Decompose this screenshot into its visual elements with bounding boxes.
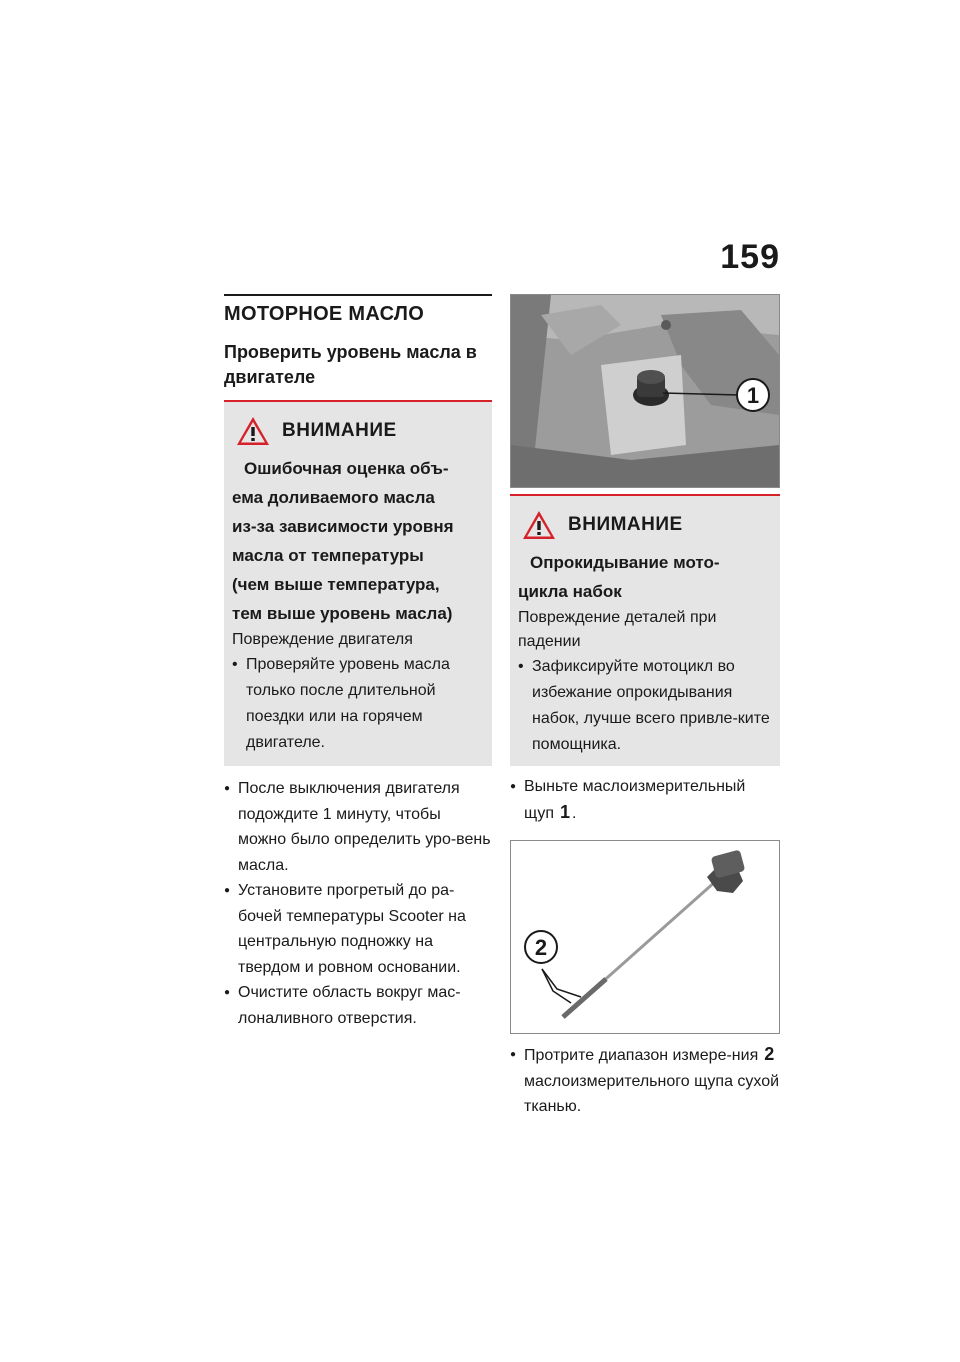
- warning-title-line: ема доливаемого масла: [232, 488, 435, 507]
- warning-consequence: Повреждение деталей при падении: [518, 609, 717, 650]
- page-number: 159: [720, 238, 780, 276]
- warning-title: [518, 548, 770, 606]
- warning-triangle-icon: [236, 416, 270, 446]
- warning-measures: [232, 652, 482, 756]
- right-column: [510, 294, 780, 1120]
- step-item: [510, 1042, 780, 1120]
- steps-list: [224, 776, 492, 1031]
- step-ref: 1: [560, 801, 571, 822]
- warning-label: ВНИМАНИЕ: [282, 420, 397, 441]
- warning-measures: [518, 654, 770, 758]
- warning-box-engine: [224, 402, 492, 766]
- warning-measure: • Проверяйте уровень масла только после длительной поездки или на горячем двигателе.: [232, 652, 482, 756]
- warning-title: [232, 454, 482, 628]
- warning-title-line: цикла набок: [518, 582, 622, 601]
- warning-header: [518, 510, 770, 540]
- step-suffix: .: [572, 804, 577, 822]
- warning-title-line: Ошибочная оценка объ-: [244, 459, 449, 478]
- warning-title-line: тем выше уровень масла): [232, 604, 453, 623]
- warning-title-line: Опрокидывание мото-: [530, 553, 720, 572]
- warning-header: [232, 416, 482, 446]
- figure-callout-2: 2: [534, 935, 548, 960]
- figure-dipstick: [510, 840, 780, 1034]
- step-item: ● Очистите область вокруг мас-лоналивного отверстия.: [224, 980, 492, 1031]
- warning-box-tipping: [510, 496, 780, 766]
- warning-label: ВНИМАНИЕ: [568, 514, 683, 535]
- figure-callout-1: 1: [746, 383, 760, 408]
- warning-title-line: (чем выше температура,: [232, 575, 440, 594]
- step-item: ● Установите прогретый до ра-бочей температуры Scooter на центральную подножку на твердом и ровном основании.: [224, 878, 492, 980]
- step-text: Выньте маслоизмерительный щуп: [524, 778, 746, 822]
- dipstick-illustration: [511, 841, 779, 1033]
- step-ref: 2: [764, 1044, 775, 1064]
- step-text: Протрите диапазон измере-ния: [524, 1047, 759, 1064]
- oil-filler-cap-illustration: [511, 295, 779, 487]
- step-item: ● После выключения двигателя подождите 1 минуту, чтобы можно было определить уро-вень масла.: [224, 776, 492, 878]
- section-title: МОТОРНОЕ МАСЛО: [224, 303, 425, 325]
- step-text: маслоизмерительного щупа сухой тканью.: [524, 1072, 780, 1115]
- steps-list: [510, 1042, 780, 1120]
- subsection-title: Проверить уровень масла в двигателе: [224, 342, 477, 387]
- warning-consequence: Повреждение двигателя: [232, 631, 413, 648]
- step-item: [510, 774, 780, 826]
- steps-list: [510, 774, 780, 826]
- warning-title-line: из-за зависимости уровня: [232, 517, 454, 536]
- warning-measure: • Зафиксируйте мотоцикл во избежание опрокидывания набок, лучше всего привле-ките помощника.: [518, 654, 770, 758]
- figure-oil-filler-cap: [510, 294, 780, 488]
- warning-title-line: масла от температуры: [232, 546, 424, 565]
- warning-triangle-icon: [522, 510, 556, 540]
- section-rule: [224, 294, 492, 296]
- left-column: [224, 294, 492, 1031]
